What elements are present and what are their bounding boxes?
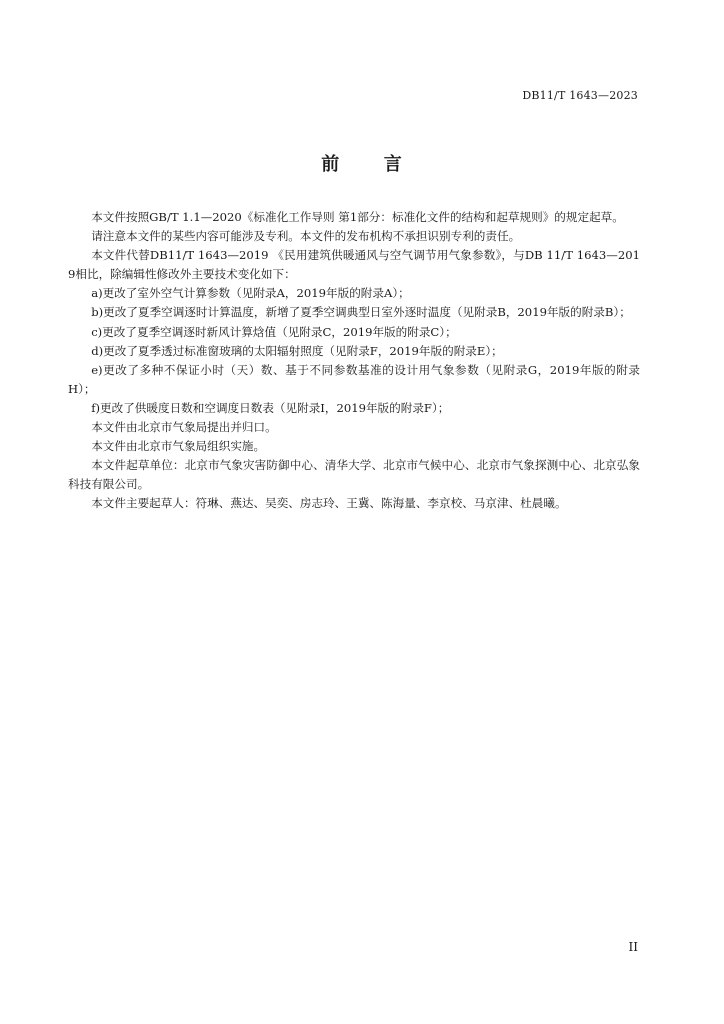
foreword-body <box>68 208 640 514</box>
change-item-f: f)更改了供暖度日数和空调度日数表（见附录I，2019年版的附录F）； <box>91 400 450 415</box>
change-item-d: d)更改了夏季透过标准窗玻璃的太阳辐射照度（见附录F，2019年版的附录E）； <box>91 343 503 358</box>
paragraph-drafting-units: 本文件起草单位：北京市气象灾害防御中心、清华大学、北京市气候中心、北京市气象探测中心、北京弘象科技有限公司。 <box>68 458 640 492</box>
paragraph-drafting-rules: 本文件按照GB/T 1.1—2020《标准化工作导则 第1部分：标准化文件的结构和起草规则》的规定起草。 <box>91 210 624 224</box>
change-item-c: c)更改了夏季空调逐时新风计算焓值（见附录C，2019年版的附录C）； <box>91 324 457 339</box>
change-item-e: e)更改了多种不保证小时（天）数、基于不同参数基准的设计用气象参数（见附录G，2019年版的附录H）； <box>68 362 640 396</box>
paragraph-replacement: 本文件代替DB11/T 1643—2019 《民用建筑供暖通风与空气调节用气象参数》，与DB 11/T 1643—2019相比，除编辑性修改外主要技术变化如下： <box>68 248 640 282</box>
paragraph-patent-notice: 请注意本文件的某些内容可能涉及专利。本文件的发布机构不承担识别专利的责任。 <box>91 229 521 244</box>
change-item-b: b)更改了夏季空调逐时计算温度，新增了夏季空调典型日室外逐时温度（见附录B，2019年版的附录B）； <box>91 305 631 320</box>
paragraph-drafters: 本文件主要起草人：符琳、燕达、吴奕、房志玲、王冀、陈海量、李京校、马京津、杜晨曦。 <box>91 496 567 511</box>
page-number: II <box>628 940 638 954</box>
page-title: 前 言 <box>321 154 403 175</box>
paragraph-implementer: 本文件由北京市气象局组织实施。 <box>91 439 266 454</box>
paragraph-proposer: 本文件由北京市气象局提出并归口。 <box>91 420 277 435</box>
change-item-a: a)更改了室外空气计算参数（见附录A，2019年版的附录A）； <box>91 286 410 301</box>
document-code: DB11/T 1643—2023 <box>522 89 638 102</box>
